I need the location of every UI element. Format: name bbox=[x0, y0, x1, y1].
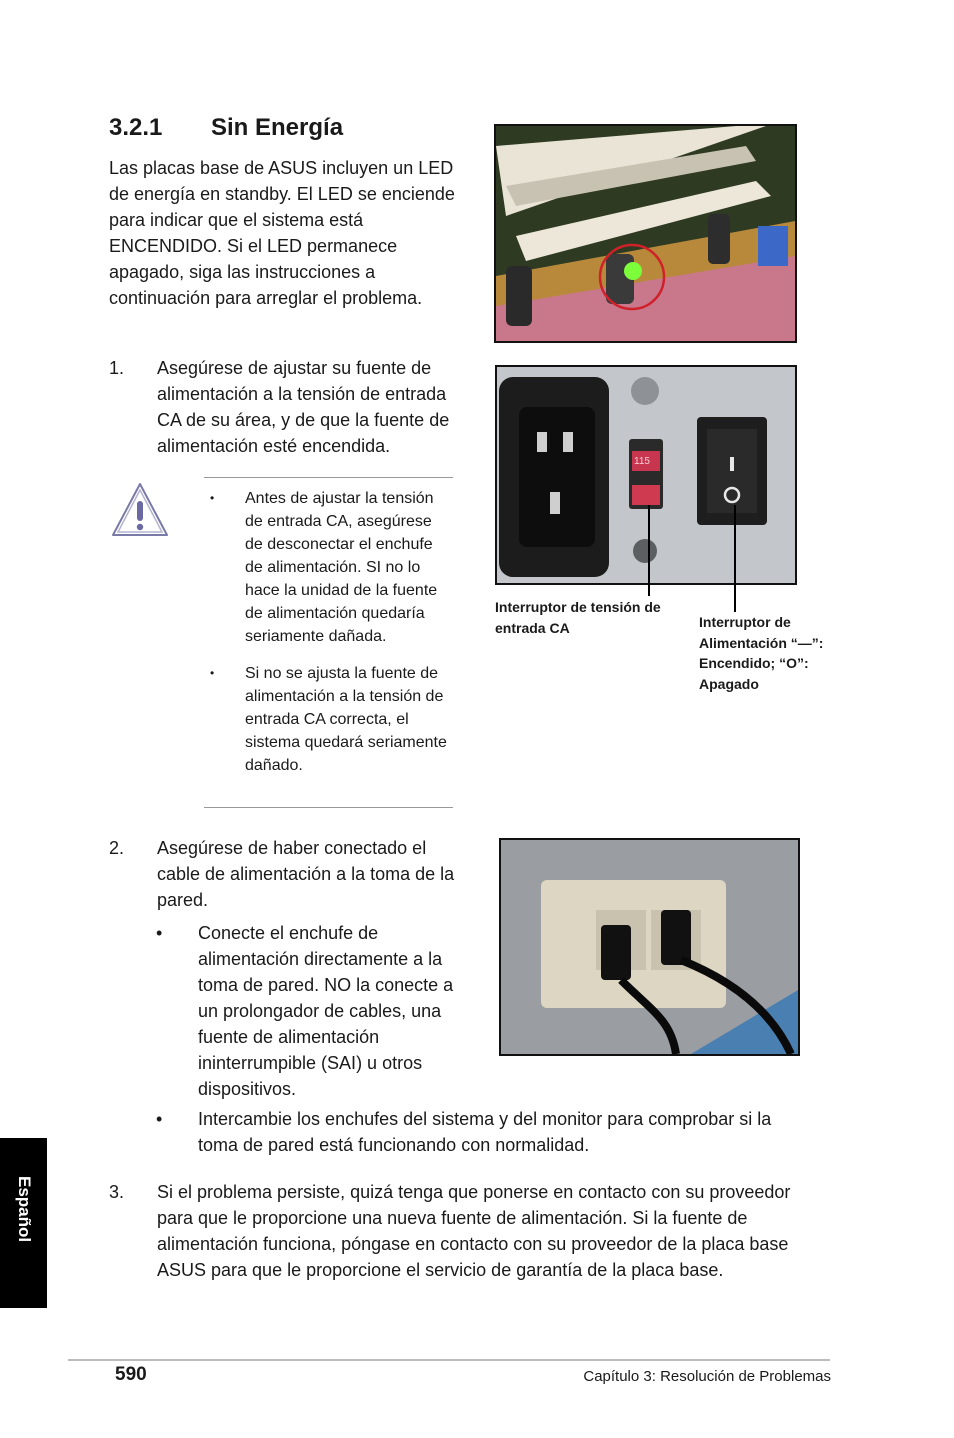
step-number: 1. bbox=[109, 358, 125, 378]
step-text: Si el problema persiste, quizá tenga que ponerse en contacto con su proveedor para que le proporcione una nueva fuente de alimentación. Si la fuente de alimentación funciona, póngase en contacto con su proveedor de la placa base ASUS para que le proporcione el servicio de garantía de la placa base. bbox=[157, 1182, 791, 1280]
bullet-text: Conecte el enchufe de alimentación directamente a la toma de pared. NO la conecte a un prolongador de cables, una fuente de alimentación ininterrumpible (SAI) u otros dispositivos. bbox=[198, 923, 454, 1099]
wall-outlet-illustration bbox=[501, 840, 798, 1054]
step-text: Asegúrese de ajustar su fuente de alimentación a la tensión de entrada CA de su área, y de que la fuente de alimentación esté encendida. bbox=[157, 358, 450, 456]
warning-text: Si no se ajusta la fuente de alimentación a la tensión de entrada CA correcta, el sistema quedará seriamente dañado. bbox=[245, 665, 447, 774]
step-3 bbox=[109, 1179, 819, 1314]
bullet-text: Intercambie los enchufes del sistema y del monitor para comprobar si la toma de pared está funcionando con normalidad. bbox=[198, 1109, 772, 1155]
voltage-switch-label: Interruptor de tensión de entrada CA bbox=[495, 599, 661, 636]
step-1 bbox=[109, 355, 479, 465]
step-2 bbox=[109, 835, 479, 915]
motherboard-illustration bbox=[496, 126, 795, 341]
page-number: 590 bbox=[115, 1364, 147, 1385]
bullet: • bbox=[156, 923, 163, 943]
voltage-switch-callout-line bbox=[648, 505, 650, 596]
psu-photo bbox=[495, 365, 797, 585]
chapter-footer: Capítulo 3: Resolución de Problemas bbox=[583, 1368, 831, 1385]
section-number: 3.2.1 bbox=[109, 114, 163, 141]
bullet: • bbox=[210, 491, 215, 505]
power-on-mark-icon bbox=[730, 457, 734, 471]
footer-rule bbox=[68, 1359, 830, 1361]
motherboard-led-photo bbox=[494, 124, 797, 343]
side-tab-label: Español bbox=[15, 1176, 34, 1243]
warning-item-2 bbox=[210, 662, 450, 777]
psu-illustration bbox=[497, 367, 795, 583]
step-2-bullet-1 bbox=[156, 920, 476, 1102]
power-switch-label: Interruptor de Alimentación “—”: Encendido; “O”: Apagado bbox=[699, 614, 824, 692]
warning-item-1 bbox=[210, 487, 450, 648]
section-title: Sin Energía bbox=[211, 114, 344, 141]
power-switch-callout-line bbox=[734, 505, 736, 612]
bullet: • bbox=[156, 1109, 163, 1129]
warning-text: Antes de ajustar la tensión de entrada CA, asegúrese de desconectar el enchufe de alimentación. SI no lo hace la unidad de la fuente de alimentación quedaría seriamente dañada. bbox=[245, 490, 438, 645]
wall-outlet-photo bbox=[499, 838, 800, 1056]
led-icon bbox=[624, 262, 642, 280]
intro-paragraph: Las placas base de ASUS incluyen un LED de energía en standby. El LED se enciende para indicar que el sistema está ENCENDIDO. Si el LED permanece apagado, siga las instrucciones a continuación para arreglar el problema. bbox=[109, 158, 455, 308]
step-number: 3. bbox=[109, 1182, 125, 1202]
voltage-value-text: 115 bbox=[634, 456, 650, 467]
section-heading bbox=[109, 114, 344, 142]
warning-bottom-rule bbox=[204, 807, 453, 808]
warning-top-rule bbox=[204, 477, 453, 478]
step-number: 2. bbox=[109, 838, 125, 858]
side-language-tab bbox=[0, 1138, 47, 1308]
warning-triangle-icon bbox=[110, 481, 170, 539]
step-text: Asegúrese de haber conectado el cable de alimentación a la toma de la pared. bbox=[157, 838, 455, 910]
step-2-bullet-2 bbox=[156, 1106, 816, 1158]
bullet: • bbox=[210, 666, 215, 680]
